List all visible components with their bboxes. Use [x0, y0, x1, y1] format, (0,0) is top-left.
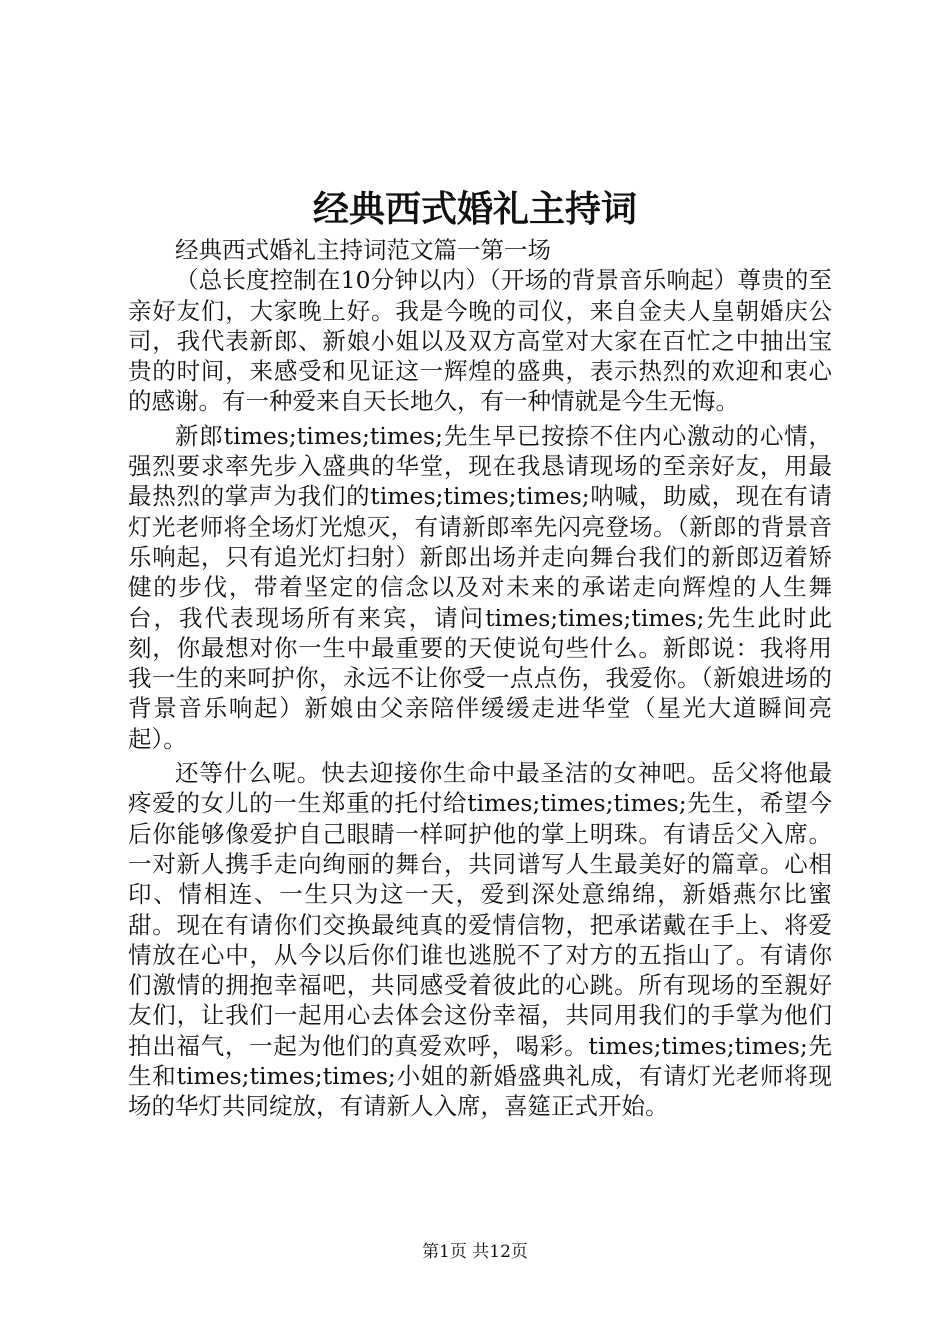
document-title: 经典西式婚礼主持词 — [312, 188, 637, 230]
paragraph-opening: （总长度控制在10分钟以内）（开场的背景音乐响起）尊贵的至亲好友们，大家晚上好。我是今晚的司仪，来自金夫人皇朝婚庆公司，我代表新郎、新娘小姐以及双方高堂对大家在百忙之中抽出宝贵的时间，来感受和见证这一辉煌的盛典，表示热烈的欢迎和衷心的感谢。有一种爱来自天长地久，有一种情就是今生无悔。 — [128, 266, 832, 416]
document-body — [128, 235, 832, 1122]
page-number-footer: 第1页 共12页 — [422, 1242, 528, 1262]
section-heading: 经典西式婚礼主持词范文篇一第一场 — [175, 236, 551, 264]
paragraph-ceremony: 还等什么呢。快去迎接你生命中最圣洁的女神吧。岳父将他最疼爱的女儿的一生郑重的托付给times;times;times;先生，希望今后你能够像爱护自己眼睛一样呵护他的掌上明珠。有请岳父入席。一对新人携手走向绚丽的舞台，共同谱写人生最美好的篇章。心相印、情相连、一生只为这一天，爱到深处意绵绵，新婚燕尔比蜜甜。现在有请你们交换最纯真的爱情信物，把承诺戴在手上、将爱情放在心中，从今以后你们谁也逃脱不了对方的五指山了。有请你们激情的拥抱幸福吧，共同感受着彼此的心跳。所有现场的至親好友们，让我们一起用心去体会这份幸福，共同用我们的手掌为他们拍出福气，一起为他们的真爱欢呼，喝彩。times;times;times;先生和times;times;times;小姐的新婚盛典礼成，有请灯光老师将现场的华灯共同绽放，有请新人入席，喜筵正式开始。 — [128, 759, 832, 1121]
paragraph-groom-entrance: 新郎times;times;times;先生早已按捺不住内心激动的心情，强烈要求率先步入盛典的华堂，现在我恳请现场的至亲好友，用最最热烈的掌声为我们的times;times;times;呐喊，助威，现在有请灯光老师将全场灯光熄灭，有请新郎率先闪亮登场。（新郎的背景音乐响起，只有追光灯扫射）新郎出场并走向舞台我们的新郎迈着矫健的步伐，带着坚定的信念以及对未来的承诺走向辉煌的人生舞台，我代表现场所有来宾，请问times;times;times;先生此时此刻，你最想对你一生中最重要的天使说句些什么。新郎说：我将用我一生的来呵护你，永远不让你受一点点伤，我爱你。（新娘进场的背景音乐响起）新娘由父亲陪伴缓缓走进华堂（星光大道瞬间亮起）。 — [128, 421, 832, 753]
